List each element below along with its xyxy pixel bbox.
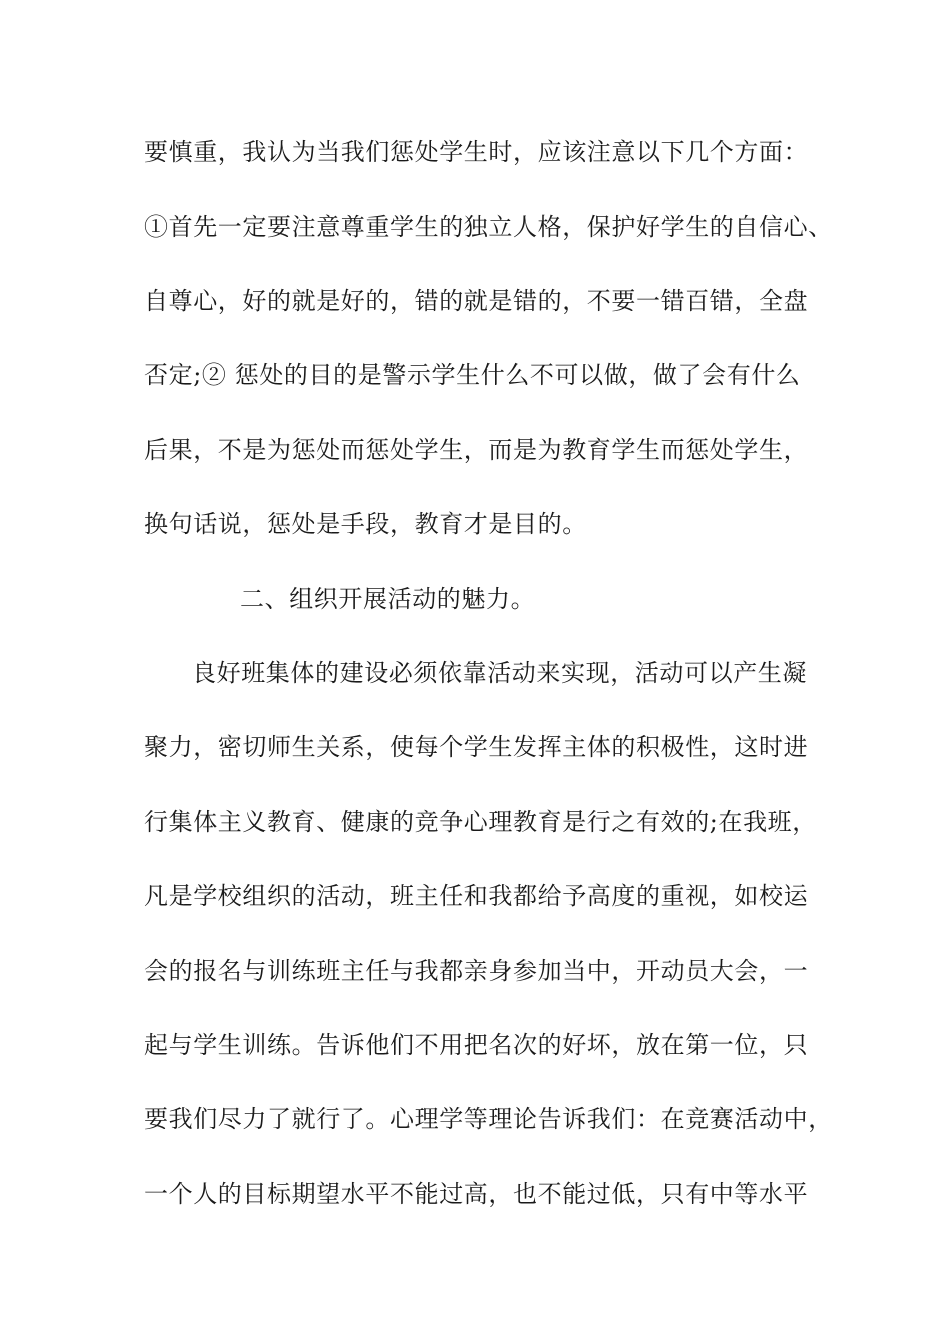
- paragraph-line: 后果，不是为惩处而惩处学生，而是为教育学生而惩处学生，: [144, 436, 809, 464]
- paragraph-line: 起与学生训练。告诉他们不用把名次的好坏，放在第一位，只: [144, 1031, 809, 1059]
- paragraph-line: 凡是学校组织的活动，班主任和我都给予高度的重视，如校运: [144, 882, 809, 910]
- paragraph-line: 良好班集体的建设必须依靠活动来实现，活动可以产生凝: [192, 659, 807, 687]
- paragraph-line: 要我们尽力了就行了。心理学等理论告诉我们：在竞赛活动中，: [144, 1105, 833, 1133]
- paragraph-line: 要慎重，我认为当我们惩处学生时，应该注意以下几个方面：: [144, 138, 809, 166]
- paragraph-line: 聚力，密切师生关系，使每个学生发挥主体的积极性，这时进: [144, 733, 809, 761]
- paragraph-line: 自尊心，好的就是好的，错的就是错的，不要一错百错，全盘: [144, 287, 809, 315]
- paragraph-line: 行集体主义教育、健康的竞争心理教育是行之有效的;在我班，: [144, 808, 817, 836]
- paragraph-line: 一个人的目标期望水平不能过高，也不能过低，只有中等水平: [144, 1180, 809, 1208]
- paragraph-line: ①首先一定要注意尊重学生的独立人格，保护好学生的自信心、: [144, 213, 833, 241]
- paragraph-line: 否定;② 惩处的目的是警示学生什么不可以做，做了会有什么: [144, 361, 801, 389]
- paragraph-line: 换句话说，惩处是手段，教育才是目的。: [144, 510, 587, 538]
- paragraph-line: 会的报名与训练班主任与我都亲身参加当中，开动员大会，一: [144, 957, 809, 985]
- section-heading: 二、组织开展活动的魅力。: [240, 585, 536, 613]
